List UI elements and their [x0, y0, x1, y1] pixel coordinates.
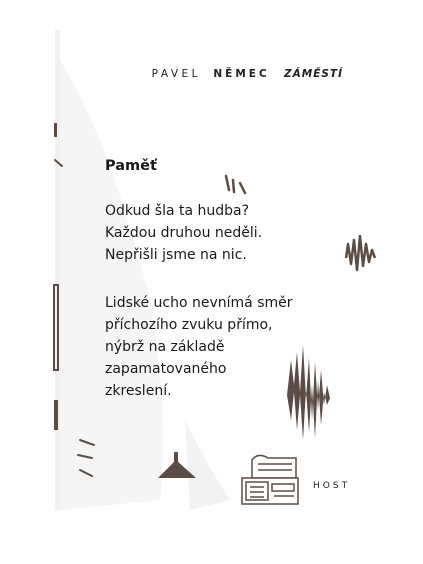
poem-line: Každou druhou neděli. — [105, 225, 263, 241]
poem-stanza-2 — [105, 292, 293, 402]
author-last-name: NĚMEC — [213, 68, 270, 80]
poem-line: zkreslení. — [105, 383, 172, 399]
lower-shape-shadow — [185, 420, 230, 510]
poem-line: zapamatovaného — [105, 361, 227, 377]
poem-title: Paměť — [105, 158, 157, 174]
poem-stanza-1 — [105, 200, 262, 266]
cover-header — [152, 68, 343, 80]
waveform-icon — [287, 345, 330, 440]
radio-receiver-icon — [242, 455, 298, 504]
left-edge-shadow — [55, 30, 60, 510]
poem-line: příchozího zvuku přímo, — [105, 317, 273, 333]
book-title: ZÁMĚSTÍ — [284, 68, 343, 80]
publisher-logo: HOST — [313, 481, 351, 491]
poem-line: nýbrž na základě — [105, 339, 225, 355]
poem-line: Odkud šla ta hudba? — [105, 203, 250, 219]
sound-lines-icon — [226, 176, 245, 193]
author-first-name: PAVEL — [151, 68, 202, 80]
sound-wave-icon — [346, 236, 375, 270]
left-shape-shadow — [60, 60, 163, 510]
poem-line: Nepřišli jsme na nic. — [105, 247, 247, 263]
poem-line: Lidské ucho nevnímá směr — [105, 295, 293, 311]
